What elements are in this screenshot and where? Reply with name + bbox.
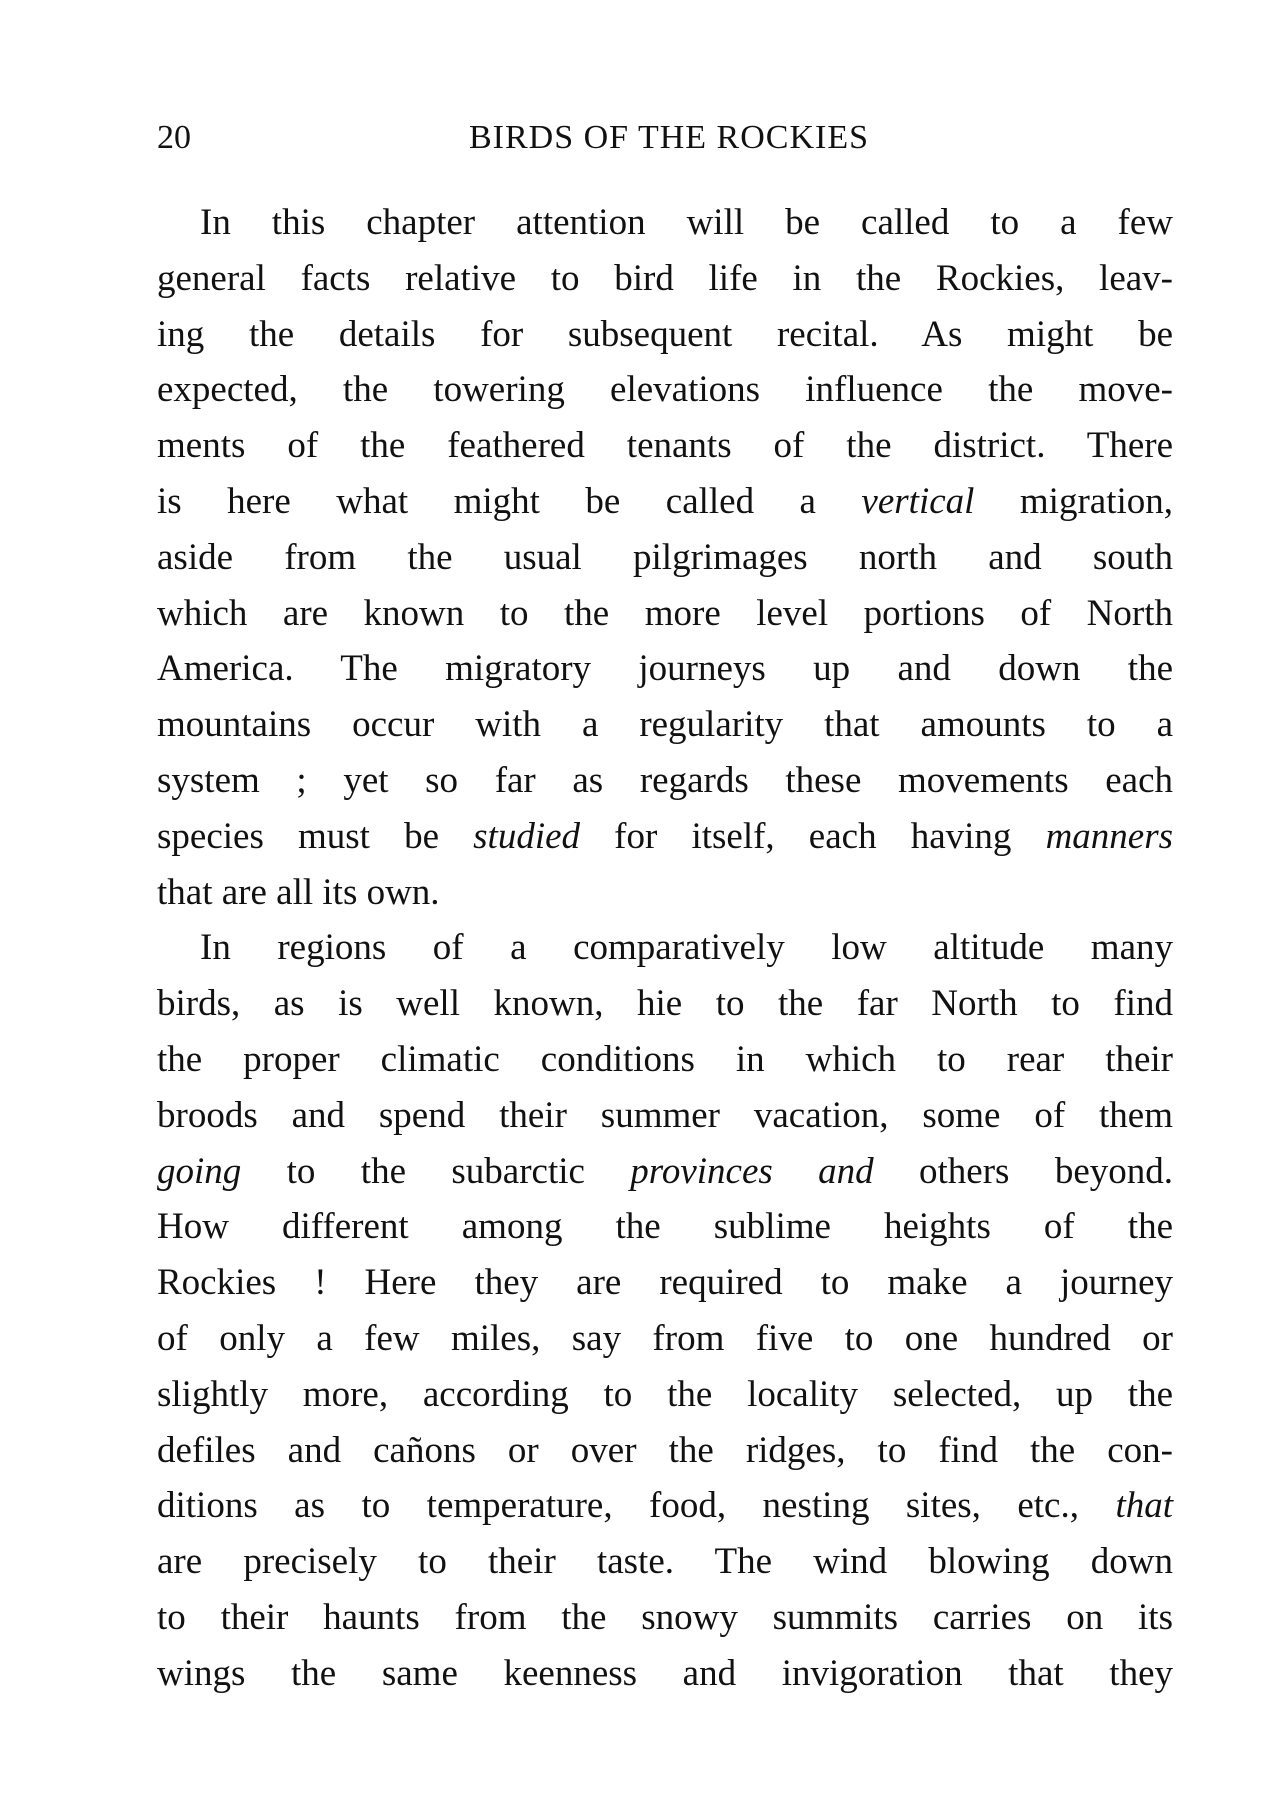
text-segment: defiles and cañons or over the ridges, to find the con- — [157, 1429, 1173, 1471]
text-segment: Rockies ! Here they are required to make a journey — [157, 1262, 1173, 1304]
text-segment: the proper climatic conditions in which to rear their — [157, 1038, 1173, 1080]
text-segment: species must be — [157, 815, 474, 857]
text-segment: In regions of a comparatively low altitude many — [200, 927, 1173, 969]
text-line — [157, 697, 1173, 753]
running-title: BIRDS OF THE ROCKIES — [468, 119, 870, 156]
italic-text: provinces — [630, 1150, 773, 1192]
text-segment: system ; yet so far as regards these movements each — [157, 759, 1173, 801]
text-line — [157, 418, 1173, 474]
text-line — [157, 1590, 1173, 1646]
text-segment: How different among the sublime heights of the — [157, 1206, 1173, 1248]
text-segment: others beyond. — [873, 1150, 1173, 1192]
text-line — [157, 195, 1173, 251]
text-segment: ditions as to temperature, food, nesting sites, etc., — [157, 1485, 1116, 1527]
italic-text: and — [818, 1150, 874, 1192]
text-line — [157, 1199, 1173, 1255]
text-line — [157, 1032, 1173, 1088]
text-segment: migration, — [974, 480, 1173, 522]
text-segment: general facts relative to bird life in the Rockies, leav- — [157, 257, 1173, 299]
text-line — [157, 920, 1173, 976]
text-segment: slightly more, according to the locality selected, up the — [157, 1373, 1173, 1415]
text-line — [157, 1144, 1173, 1200]
text-segment: In this chapter attention will be called to a few — [200, 202, 1173, 243]
text-line — [157, 1367, 1173, 1423]
text-line — [157, 1478, 1173, 1534]
text-line — [157, 641, 1173, 697]
text-segment: to the subarctic — [241, 1150, 631, 1192]
text-segment: ments of the feathered tenants of the district. There — [157, 425, 1173, 467]
text-segment: mountains occur with a regularity that amounts to a — [157, 704, 1173, 746]
text-line — [157, 1534, 1173, 1590]
text-segment: America. The migratory journeys up and down the — [157, 648, 1173, 690]
italic-text: studied — [473, 815, 581, 857]
italic-text: vertical — [861, 480, 975, 522]
page-number: 20 — [157, 119, 191, 156]
text-segment: for itself, each having — [580, 815, 1046, 857]
text-line — [157, 1423, 1173, 1479]
text-segment: that are all its own. — [157, 871, 440, 913]
text-line — [157, 1311, 1173, 1367]
italic-text: going — [157, 1150, 242, 1192]
text-line — [157, 307, 1173, 363]
text-segment: is here what might be called a — [157, 480, 862, 522]
text-segment: to their haunts from the snowy summits carries on its — [157, 1596, 1173, 1638]
text-segment: ing the details for subsequent recital. As might be — [157, 313, 1173, 355]
text-segment: which are known to the more level portions of North — [157, 592, 1173, 634]
text-line — [157, 865, 1173, 921]
text-line — [157, 474, 1173, 530]
text-segment: broods and spend their summer vacation, some of them — [157, 1094, 1173, 1136]
text-line — [157, 976, 1173, 1032]
italic-text: manners — [1045, 815, 1174, 857]
text-segment: expected, the towering elevations influence the move- — [157, 369, 1173, 411]
text-line — [157, 1255, 1173, 1311]
text-segment: of only a few miles, say from five to one hundred or — [157, 1317, 1173, 1359]
text-line — [157, 809, 1173, 865]
text-line — [157, 753, 1173, 809]
text-segment: birds, as is well known, hie to the far North to find — [157, 983, 1173, 1025]
text-line — [157, 251, 1173, 307]
text-line — [157, 1646, 1173, 1702]
text-line — [157, 530, 1173, 586]
text-line — [157, 362, 1173, 418]
text-line — [157, 1088, 1173, 1144]
text-segment: are precisely to their taste. The wind blowing down — [157, 1541, 1173, 1583]
italic-text: that — [1115, 1485, 1173, 1527]
text-line — [157, 586, 1173, 642]
text-segment: wings the same keenness and invigoration that they — [157, 1652, 1173, 1694]
text-segment — [773, 1151, 818, 1192]
body-text — [157, 195, 1173, 1702]
text-segment: aside from the usual pilgrimages north and south — [157, 536, 1173, 578]
